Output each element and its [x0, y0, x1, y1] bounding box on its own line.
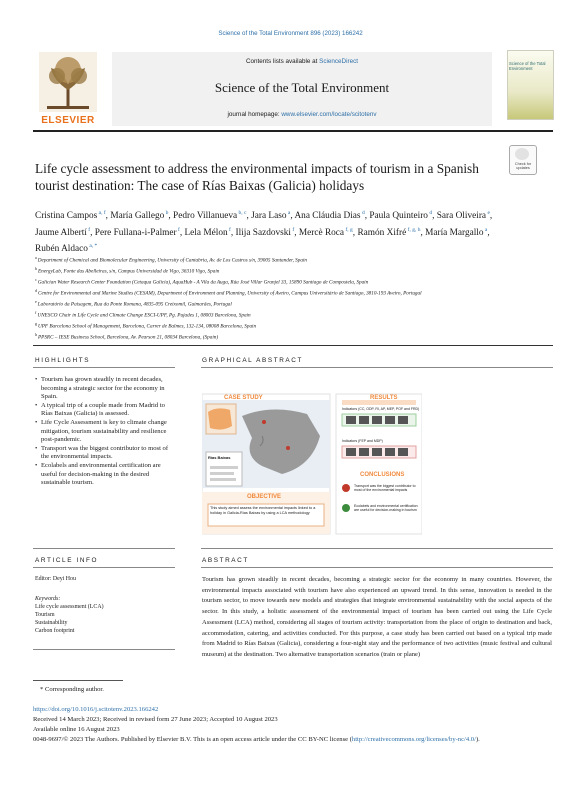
section-rule [33, 345, 553, 346]
ga-case-study-label: CASE STUDY [224, 395, 263, 401]
paper-title: Life cycle assessment to address the environmental impacts of tourism in a Spanish tourist destination: The case of Rías Baixas (Galicia) holidays [35, 161, 479, 193]
author-affiliation-marker[interactable]: d [360, 210, 365, 216]
author-name[interactable]: Cristina Campos [35, 211, 98, 222]
keywords-label: Keywords: [35, 596, 61, 602]
author-affiliation-marker[interactable]: e [486, 210, 490, 216]
ga-results-label: RESULTS [370, 395, 398, 401]
affiliation-item: $^h$ PPSRC – IESE Business School, Barcelona, Av. Pearson 21, 08034 Barcelona, (Spain) [35, 332, 219, 341]
graphical-abstract-rule-bottom [201, 548, 553, 549]
publication-info [33, 705, 553, 745]
highlight-item: • Life Cycle Assessment is key to climate change mitigation, tourism sustainability and resilience post-pandemic. [35, 418, 167, 444]
ecolabel-conclusion-icon [342, 504, 350, 512]
homepage-link[interactable]: www.elsevier.com/locate/scitotenv [281, 111, 377, 118]
highlights-list [35, 376, 175, 488]
affiliation-item: $^d$ Centre for Environmental and Marine Studies (CESAM), Department of Environment and Planning, University of Aveiro, Campus Universitário de Santiago, 3810-193 Aveiro, Portugal [35, 288, 422, 297]
author-name[interactable]: Jara Laso [251, 211, 287, 222]
author-affiliation-marker[interactable]: a, * [87, 243, 98, 250]
author-name[interactable]: Jaume Albertí [35, 227, 87, 238]
author-affiliation-marker[interactable]: a [483, 226, 488, 233]
ga-indicators-1: Indicators (CC, ODP, RI, AP, MEP, POF and FRD) [342, 407, 420, 411]
contents-prefix: Contents lists available at [245, 58, 320, 65]
museum-icon [398, 416, 408, 424]
ga-objective-text: This study aimed assess the environmental impacts linked to a holiday in Galicia-Rías Baixas by using a LCA methodology [210, 506, 316, 515]
train-icon [346, 416, 356, 424]
keyword-item: Sustainability [35, 620, 68, 626]
check-updates-label: Check for updates [514, 162, 532, 170]
ga-objective-label: OBJECTIVE [247, 494, 282, 500]
received-dates: Received 14 March 2023; Received in revised form 27 June 2023; Accepted 10 August 2023 [33, 716, 278, 723]
author-affiliation-marker[interactable]: f, g [344, 226, 353, 233]
author-list: Cristina Campos $^{a, f}$, María Gallego $^b$, Pedro Villanueva $^{b, c}$, Jara Laso $^a$, Ana Cláudia Dias $^d$, Paula Quinteiro $^d$, Sara Oliveira $^e$, Jaume Albertí $^f$, Pere Fullana-i-Palmer $^f$, Lela Mélon $^f$, Ilija Sazdovski $^f$, Mercè Roca $^{f, g}$, Ramón Xifré $^{f, g, h}$, María Margallo $^a$, Rubén Aldaco $^{a, *}$ [35, 210, 493, 255]
author-name[interactable]: Ilija Sazdovski [235, 227, 292, 238]
journal-homepage-line [112, 111, 492, 118]
hotel-icon [372, 416, 382, 424]
highlight-item: • Ecolabels and environmental certification are useful for decision-making in the desired sustainable tourism. [35, 461, 161, 487]
ga-conclusion-1: Transport was the biggest contributor to most of the environmental impacts [354, 484, 416, 493]
author-affiliation-marker[interactable]: d [427, 210, 433, 216]
restaurant-icon [385, 416, 395, 424]
highlight-item: • A typical trip of a couple made from Madrid to Rías Baixas (Galicia) is assessed. [35, 401, 165, 418]
abstract-heading: ABSTRACT [202, 557, 249, 564]
sciencedirect-link[interactable]: ScienceDirect [319, 58, 358, 65]
highlight-item: • Transport was the biggest contributor to most of the environmental impacts. [35, 444, 169, 461]
origin-pin-icon [286, 446, 290, 450]
highlights-rule-top [33, 367, 175, 368]
affiliation-item: $^b$ EnergyLab, Fonte das Abelleiras, s/n, Campus Universidad de Vigo, 36310 Vigo, Spain [35, 266, 220, 275]
article-info-heading: ARTICLE INFO [35, 557, 99, 564]
author-name[interactable]: Ana Cláudia Dias [294, 211, 361, 222]
abstract-rule-top [201, 567, 553, 568]
author-affiliation-marker[interactable]: b [164, 210, 169, 216]
article-info-rule-top [33, 567, 175, 568]
author-name[interactable]: Ramón Xifré [357, 227, 407, 238]
license-line [33, 735, 553, 745]
author-name[interactable]: Lela Mélon [184, 227, 228, 238]
author-affiliation-marker[interactable]: f [176, 226, 180, 233]
ga-conclusions-label: CONCLUSIONS [360, 472, 405, 478]
author-affiliation-marker[interactable]: f, g, h [406, 226, 421, 233]
ga-rias-label: Rías Baixas [208, 455, 231, 460]
cover-title: Science of the Total Environment [509, 61, 546, 71]
elsevier-wordmark: ELSEVIER [41, 115, 95, 126]
highlights-heading: HIGHLIGHTS [35, 357, 91, 364]
article-info-rule-bottom [33, 649, 175, 650]
footnote-rule [33, 680, 123, 681]
homepage-prefix: journal homepage: [227, 111, 282, 118]
corresponding-author-footnote: * Corresponding author. [40, 686, 104, 693]
ga-conclusion-2: Ecolabels and environmental certification are useful for decision-making in tourism [354, 504, 418, 513]
destination-pin-icon [262, 420, 266, 424]
affiliation-list [35, 254, 550, 342]
keyword-list [35, 603, 104, 635]
transport-conclusion-icon [342, 484, 350, 492]
author-affiliation-marker[interactable]: a, f [97, 210, 106, 216]
author-affiliation-marker[interactable]: f [291, 226, 295, 233]
author-name[interactable]: Pere Fullana-i-Palmer [94, 227, 177, 238]
ga-indicators-2: Indicators (FEP and MDP) [342, 439, 383, 443]
graphical-abstract-heading: GRAPHICAL ABSTRACT [202, 357, 304, 364]
author-name[interactable]: Rubén Aldaco [35, 244, 88, 255]
contents-line [112, 58, 492, 65]
check-updates-icon [515, 148, 529, 160]
author-name[interactable]: Mercè Roca [298, 227, 345, 238]
affiliation-item: $^g$ UPF Barcelona School of Management, Barcelona, Carrer de Balmes, 132-134, 08008 Barcelona, Spain [35, 321, 257, 330]
abstract-text: Tourism has grown steadily in recent decades, becoming a strategic sector for the economy in many countries. However, the environmental impacts associated with tourism have also experienced an upward trend. In this sense, innovation is needed in the tourism sector, to move towards new models and strategies that integrate environmental sustainability with the social aspects of the sector. In this study, a holistic assessment of the environmental impact of tourism has been carried out using the Life Cycle Assessment (LCA) method, considering all stages of tourism activity: transportation from the place of origin to destination and back, accommodation, catering, and activities conducted. For this purpose, a case study has been carried out based on a typical trip made from Madrid to Rías Baixas (Galicia), considering a four-night stay and the performance of two activities (music festival and cultural museum) at the destination. Two alternative transportation scenarios (train or plane) [202, 576, 552, 658]
license-prefix: 0048-9697/© 2023 The Authors. Published by Elsevier B.V. This is an open access article under the CC BY-NC license ( [33, 736, 352, 743]
journal-title: Science of the Total Environment [214, 80, 390, 95]
author-name[interactable]: María Margallo [425, 227, 484, 238]
keyword-item: Carbon footprint [35, 628, 75, 634]
bus-icon [359, 416, 369, 424]
license-link[interactable]: http://creativecommons.org/licenses/by-nc/4.0/ [351, 736, 476, 743]
header-rule [33, 130, 553, 132]
doi-link[interactable]: https://doi.org/10.1016/j.scitotenv.2023.166242 [33, 706, 159, 713]
license-suffix: ). [475, 736, 480, 743]
keyword-item: Tourism [35, 612, 55, 618]
highlights-rule-bottom [33, 548, 175, 549]
affiliation-item: $^c$ Galician Water Research Center Foundation (Cetaqua Galicia), AquaHub - A Vila da Auga, Rúa José Villar Granjel 33, 15890 Santiago de Compostela, Spain [35, 277, 369, 286]
highlight-item: • Tourism has grown steadily in recent decades, becoming a strategic sector for the economy in Spain. [35, 376, 165, 401]
graphical-abstract-rule-top [201, 367, 553, 368]
keyword-item: Life cycle assessment (LCA) [35, 604, 104, 610]
journal-reference-link[interactable]: Science of the Total Environment 896 (2023) 166242 [218, 30, 363, 37]
affiliation-item: $^e$ Laboratório da Paisagem, Rua da Ponte Romana, 4835-095 Creixomil, Guimarães, Portugal [35, 299, 232, 308]
author-name[interactable]: María Gallego [110, 211, 165, 222]
available-online: Available online 16 August 2023 [33, 726, 120, 733]
author-name[interactable]: Pedro Villanueva [173, 211, 238, 222]
affiliation-item: $^a$ Department of Chemical and Biomolecular Engineering, University of Cantabria, Av. de Los Castros s/n, 39005 Santander, Spain [35, 255, 307, 264]
author-affiliation-marker[interactable]: f [86, 226, 91, 233]
author-affiliation-marker[interactable]: a [286, 210, 291, 216]
author-affiliation-marker[interactable]: f [227, 226, 231, 233]
affiliation-item: $^f$ UNESCO Chair in Life Cycle and Climate Change ESCI-UPF, Pg. Pujades 1, 08003 Barcelona, Spain [35, 310, 251, 319]
editor-line: Editor: Deyi Hou [35, 576, 76, 582]
author-name[interactable]: Sara Oliveira [436, 211, 487, 222]
author-affiliation-marker[interactable]: b, c [237, 210, 247, 216]
author-name[interactable]: Paula Quinteiro [369, 211, 428, 222]
